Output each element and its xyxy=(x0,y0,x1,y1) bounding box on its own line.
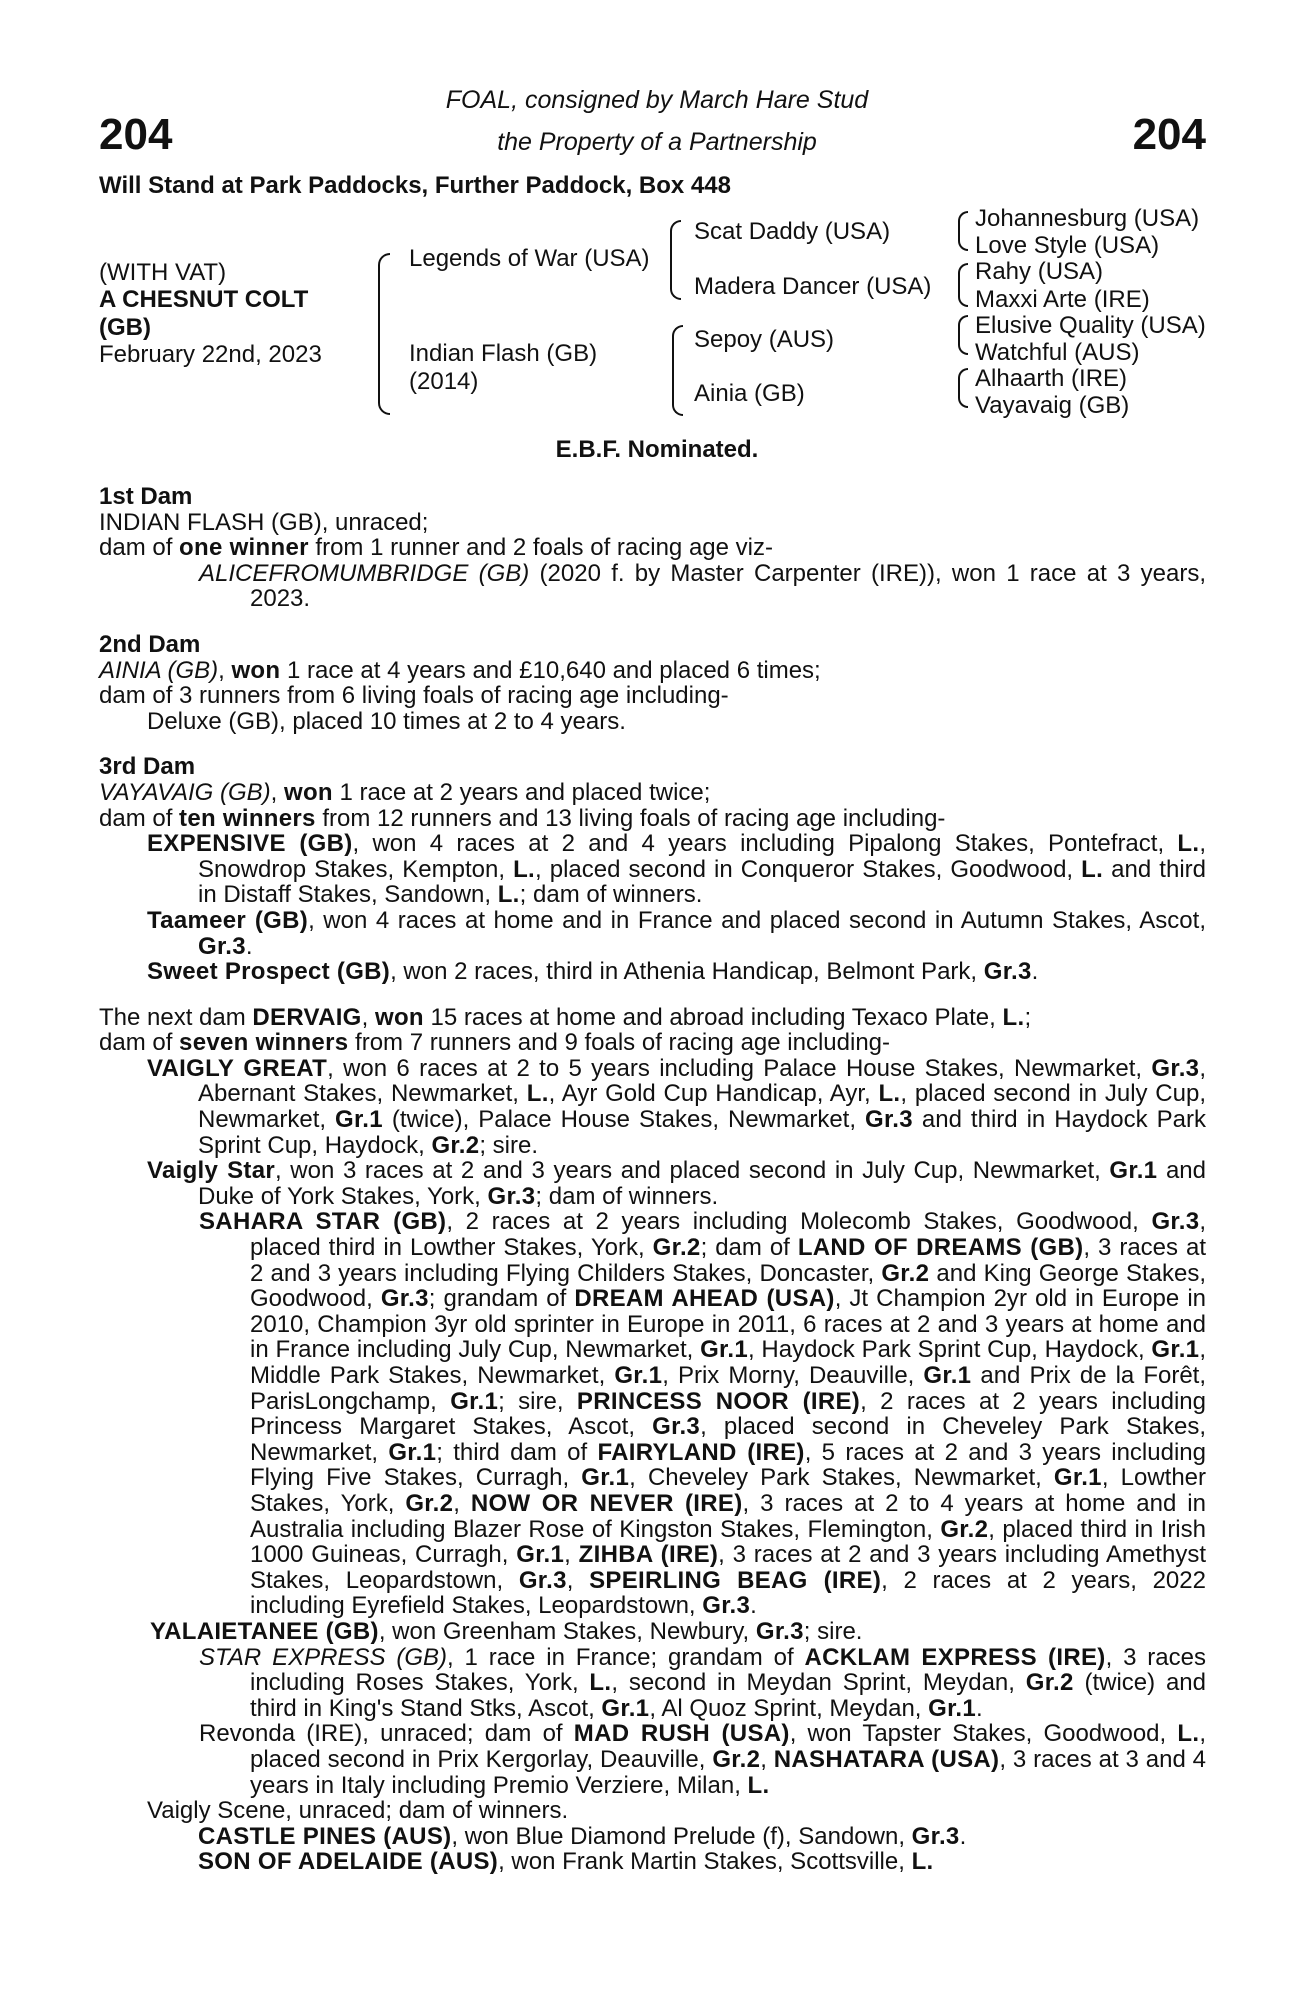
entry-vaigly-scene: Vaigly Scene, unraced; dam of winners. xyxy=(147,1797,569,1825)
pedigree-dam-year: (2014) xyxy=(409,368,479,395)
pedigree-brace-g3 xyxy=(958,315,968,355)
first-dam-produce: dam of one winner from 1 runner and 2 foals of racing age viz- xyxy=(99,534,773,562)
property-line: the Property of a Partnership xyxy=(497,128,817,156)
pedigree-dam-dam: Ainia (GB) xyxy=(694,380,805,407)
third-dam-produce: dam of ten winners from 12 runners and 13 living foals of racing age including- xyxy=(99,804,946,832)
pedigree-g2: Love Style (USA) xyxy=(975,232,1160,259)
pedigree-g7: Alhaarth (IRE) xyxy=(975,365,1128,392)
pedigree-sire: Legends of War (USA) xyxy=(409,245,650,272)
lot-number-right: 204 xyxy=(1132,110,1206,159)
entry-son-of-adelaide: SON OF ADELAIDE (AUS), won Frank Martin Stakes, Scottsville, L. xyxy=(198,1848,934,1876)
pedigree-g1: Johannesburg (USA) xyxy=(975,205,1200,232)
pedigree-brace-main xyxy=(378,253,390,415)
third-dam-entry-taameer: Taameer (GB), won 4 races at home and in France and placed second in Autumn Stakes, Ascot, Gr.3. xyxy=(147,906,1206,960)
third-dam-line: VAYAVAIG (GB), won 1 race at 2 years and placed twice; xyxy=(99,778,711,806)
pedigree-sire-sire: Scat Daddy (USA) xyxy=(694,218,891,245)
entry-yalaietanee: YALAIETANEE (GB), won Greenham Stakes, Newbury, Gr.3; sire. xyxy=(150,1617,863,1645)
second-dam-heading: 2nd Dam xyxy=(99,630,201,658)
second-dam-line: AINIA (GB), won 1 race at 4 years and £10,640 and placed 6 times; xyxy=(99,656,821,684)
entry-vaigly-great: VAIGLY GREAT, won 6 races at 2 to 5 years including Palace House Stakes, Newmarket, Gr.3, Abernant Stakes, Newmarket, L., Ayr Gold Cup Handicap, Ayr, L., placed second in July Cup, Newmarket, Gr.1 (twice), Palace House Stakes, Newmarket, Gr.3 and third in Haydock Park Sprint Cup, Haydock, Gr.2; sire. xyxy=(147,1054,1206,1159)
pedigree-brace-g1 xyxy=(958,211,968,251)
third-dam-entry-expensive: EXPENSIVE (GB), won 4 races at 2 and 4 years including Pipalong Stakes, Pontefract, L., Snowdrop Stakes, Kempton, L., placed second in Conqueror Stakes, Goodwood, L. and third in Distaff Stakes, Sandown, L.; dam of winners. xyxy=(147,830,1206,909)
pedigree-dam-sire: Sepoy (AUS) xyxy=(694,326,835,353)
pedigree-brace-g2 xyxy=(958,263,968,307)
catalogue-body xyxy=(99,484,1206,1875)
pedigree-sire-dam: Madera Dancer (USA) xyxy=(694,273,932,300)
stand-location: Will Stand at Park Paddocks, Further Paddock, Box 448 xyxy=(99,172,731,199)
pedigree-dam: Indian Flash (GB) xyxy=(409,340,598,367)
pedigree-brace-g4 xyxy=(958,368,968,408)
pedigree-brace-dam xyxy=(672,325,683,416)
third-dam-entry-sweet-prospect: Sweet Prospect (GB), won 2 races, third in Athenia Handicap, Belmont Park, Gr.3. xyxy=(147,958,1039,986)
ebf-nomination: E.B.F. Nominated. xyxy=(555,436,759,463)
first-dam-foal-entry: ALICEFROMUMBRIDGE (GB) (2020 f. by Master Carpenter (IRE)), won 1 race at 3 years, 2023. xyxy=(199,559,1206,613)
pedigree-g5: Elusive Quality (USA) xyxy=(975,312,1206,339)
entry-revonda: Revonda (IRE), unraced; dam of MAD RUSH (USA), won Tapster Stakes, Goodwood, L., placed second in Prix Kergorlay, Deauville, Gr.2, NASHATARA (USA), 3 races at 3 and 4 years in Italy including Premio Verziere, Milan, L. xyxy=(199,1720,1207,1799)
first-dam-heading: 1st Dam xyxy=(99,483,193,510)
foaling-date: February 22nd, 2023 xyxy=(99,341,322,368)
second-dam-produce: dam of 3 runners from 6 living foals of racing age including- xyxy=(99,682,729,710)
consignor-line: FOAL, consigned by March Hare Stud xyxy=(445,86,869,114)
second-dam-foal-entry: Deluxe (GB), placed 10 times at 2 to 4 years. xyxy=(147,707,626,735)
lot-description: A CHESNUT COLT xyxy=(99,286,309,313)
pedigree-g4: Maxxi Arte (IRE) xyxy=(975,286,1150,313)
third-dam-heading: 3rd Dam xyxy=(99,753,196,781)
lot-origin: (GB) xyxy=(99,314,151,341)
entry-vaigly-star: Vaigly Star, won 3 races at 2 and 3 years and placed second in July Cup, Newmarket, Gr.1 and Duke of York Stakes, York, Gr.3; dam of winners. xyxy=(147,1157,1206,1210)
first-dam-line: INDIAN FLASH (GB), unraced; xyxy=(99,508,429,536)
pedigree-g8: Vayavaig (GB) xyxy=(975,392,1130,419)
entry-castle-pines: CASTLE PINES (AUS), won Blue Diamond Prelude (f), Sandown, Gr.3. xyxy=(198,1822,967,1850)
next-dam-produce: dam of seven winners from 7 runners and 9 foals of racing age including- xyxy=(99,1029,890,1057)
pedigree-g3: Rahy (USA) xyxy=(975,258,1104,285)
lot-number-left: 204 xyxy=(99,110,173,159)
next-dam-line: The next dam DERVAIG, won 15 races at home and abroad including Texaco Plate, L.; xyxy=(99,1003,1032,1031)
vat-note: (WITH VAT) xyxy=(99,259,227,286)
entry-star-express: STAR EXPRESS (GB), 1 race in France; grandam of ACKLAM EXPRESS (IRE), 3 races including Roses Stakes, York, L., second in Meydan Sprint, Meydan, Gr.2 (twice) and third in King's Stand Stks, Ascot, Gr.1, Al Quoz Sprint, Meydan, Gr.1. xyxy=(199,1643,1206,1722)
pedigree-g6: Watchful (AUS) xyxy=(975,339,1140,366)
entry-sahara-star: SAHARA STAR (GB), 2 races at 2 years including Molecomb Stakes, Goodwood, Gr.3, placed third in Lowther Stakes, York, Gr.2; dam of LAND OF DREAMS (GB), 3 races at 2 and 3 years including Flying Childers Stakes, Doncaster, Gr.2 and King George Stakes, Goodwood, Gr.3; grandam of DREAM AHEAD (USA), Jt Champion 2yr old in Europe in 2010, Champion 3yr old sprinter in Europe in 2011, 6 races at 2 and 3 years at home and in France including July Cup, Newmarket, Gr.1, Haydock Park Sprint Cup, Haydock, Gr.1, Middle Park Stakes, Newmarket, Gr.1, Prix Morny, Deauville, Gr.1 and Prix de la Forêt, ParisLongchamp, Gr.1; sire, PRINCESS NOOR (IRE), 2 races at 2 years including Princess Margaret Stakes, Ascot, Gr.3, placed second in Cheveley Park Stakes, Newmarket, Gr.1; third dam of FAIRYLAND (IRE), 5 races at 2 and 3 years including Flying Five Stakes, Curragh, Gr.1, Cheveley Park Stakes, Newmarket, Gr.1, Lowther Stakes, York, Gr.2, NOW OR NEVER (IRE), 3 races at 2 to 4 years at home and in Australia including Blazer Rose of Kingston Stakes, Flemington, Gr.2, placed third in Irish 1000 Guineas, Curragh, Gr.1, ZIHBA (IRE), 3 races at 2 and 3 years including Amethyst Stakes, Leopardstown, Gr.3, SPEIRLING BEAG (IRE), 2 races at 2 years, 2022 including Eyrefield Stakes, Leopardstown, Gr.3. xyxy=(199,1208,1207,1620)
pedigree-brace-sire xyxy=(670,220,681,300)
